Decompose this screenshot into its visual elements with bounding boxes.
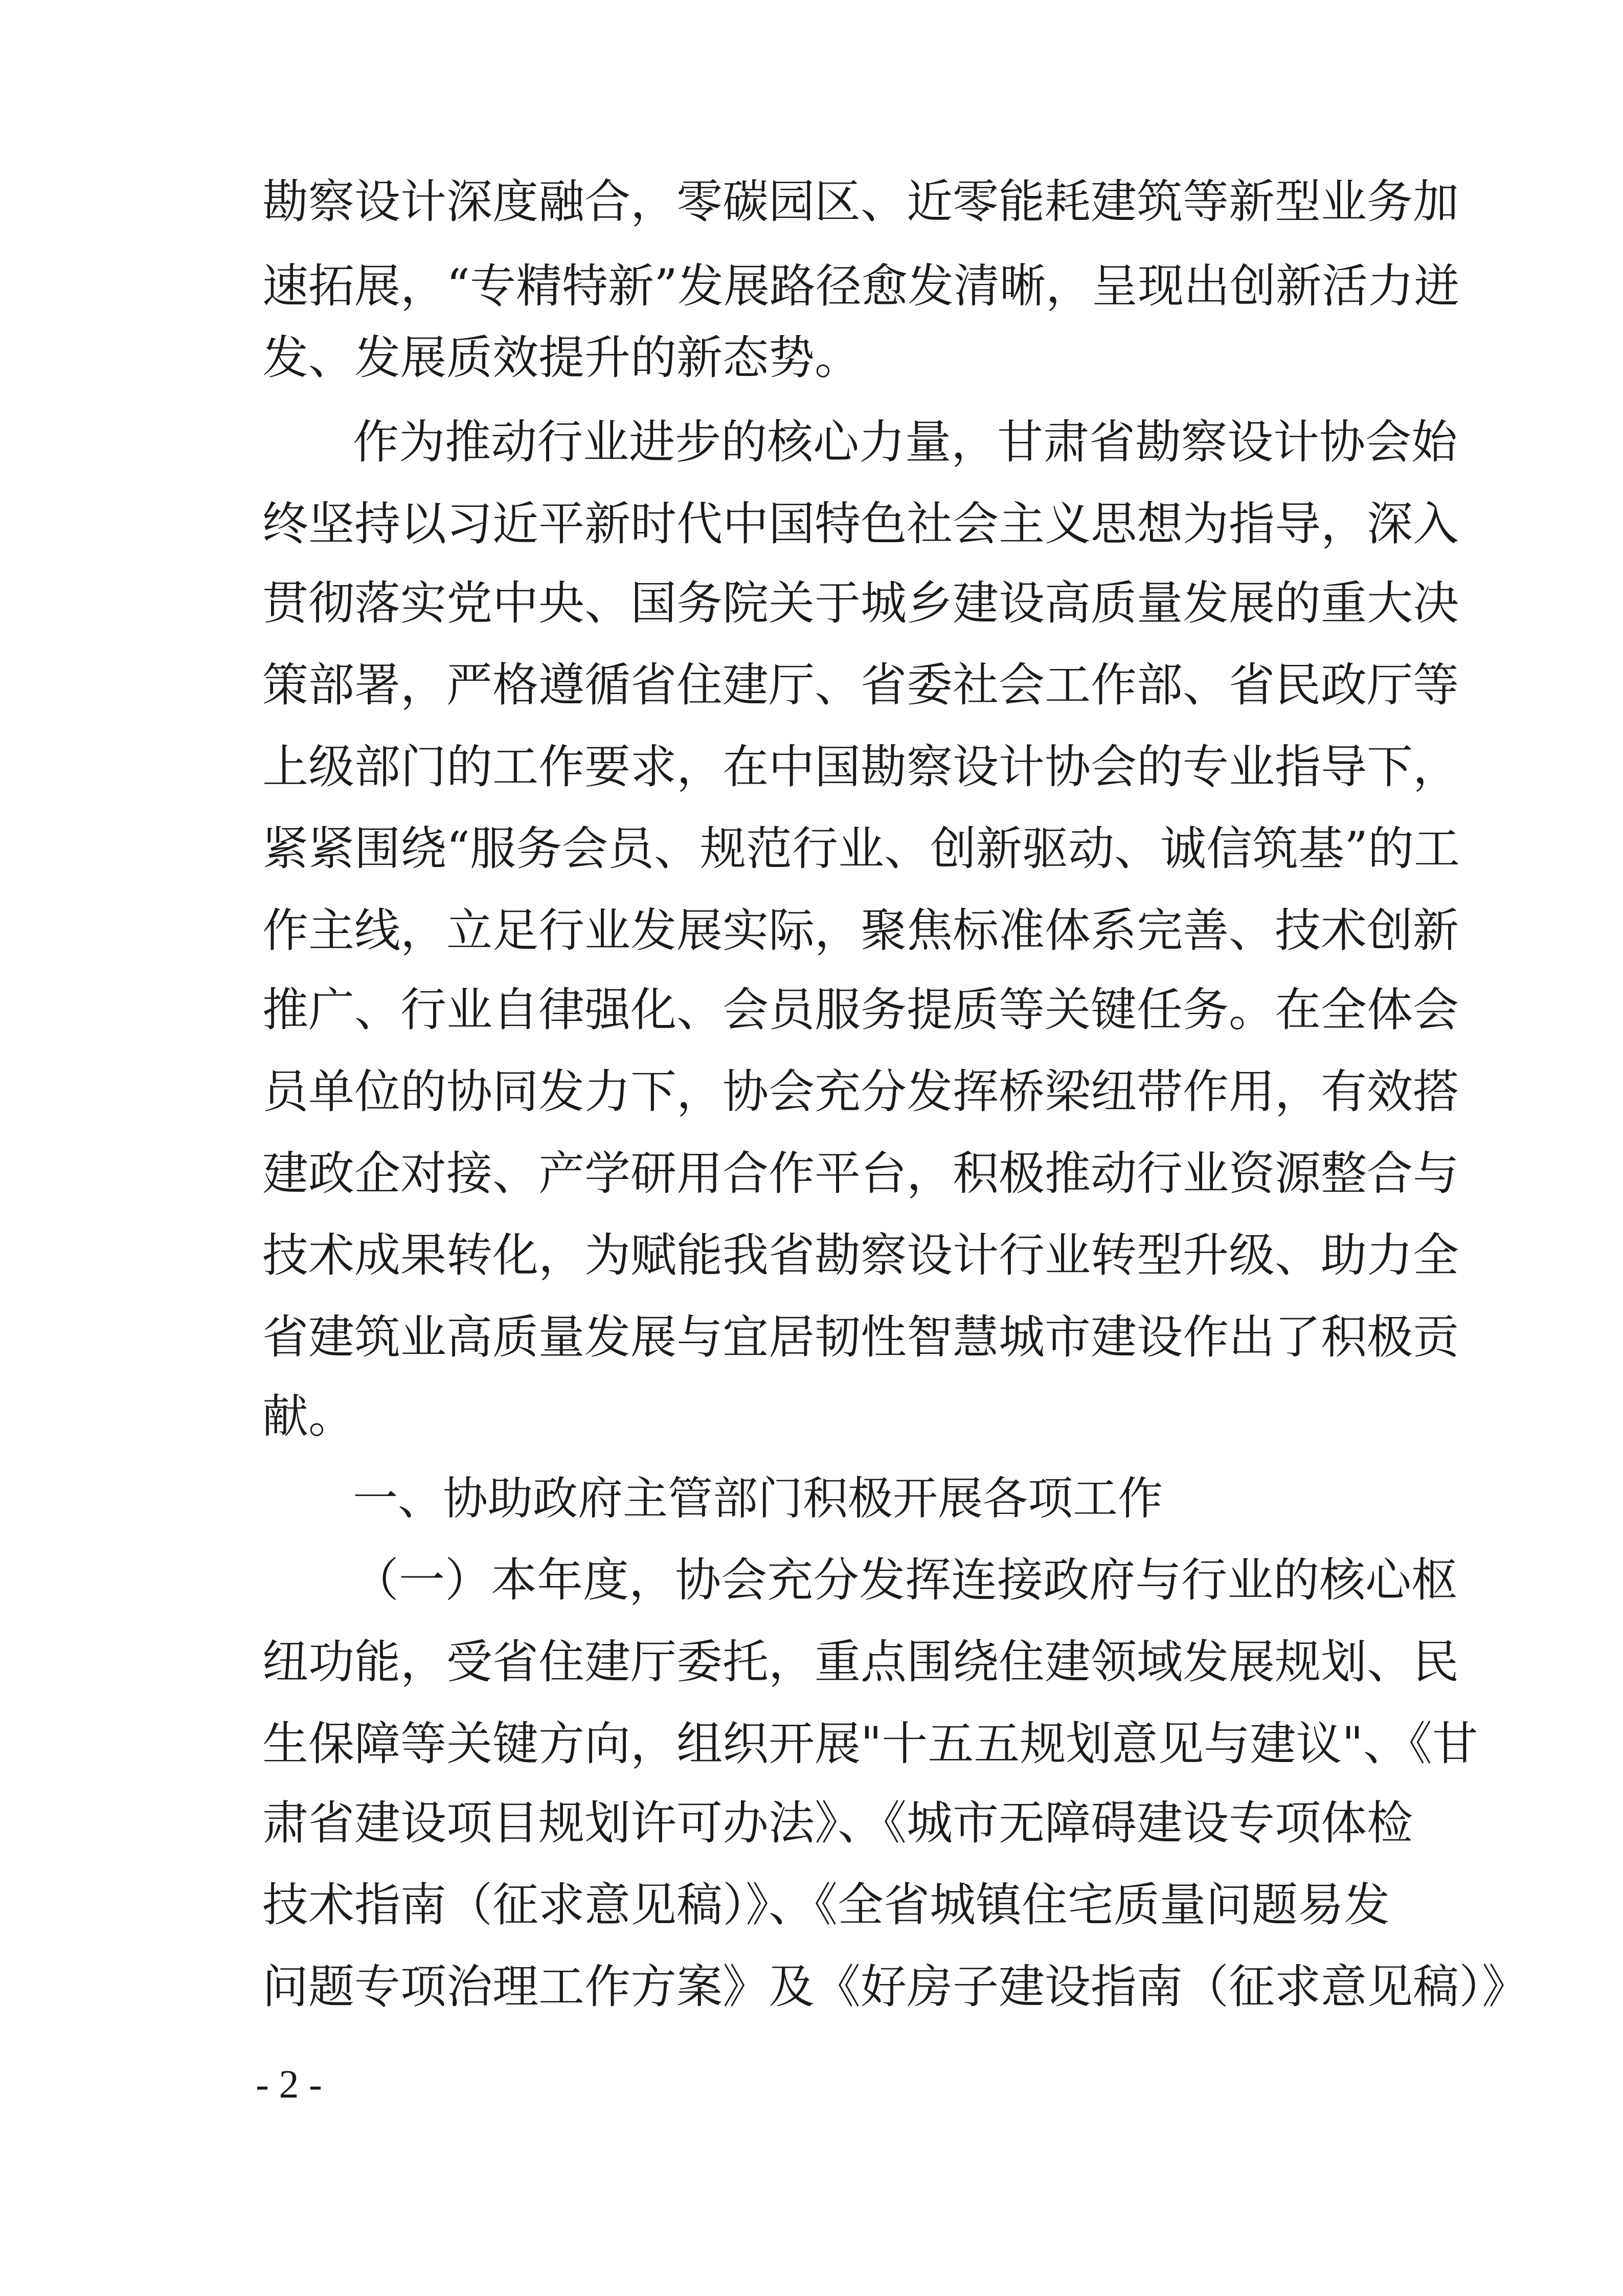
section-heading: 一、协助政府主管部门积极开展各项工作 [353, 1472, 1163, 1525]
body-text-line: 问题专项治理工作方案》及《好房子建设指南（征求意见稿）》 [262, 1960, 1528, 2014]
body-text-line: 省建筑业高质量发展与宜居韧性智慧城市建设作出了积极贡 [262, 1310, 1459, 1364]
body-text-line: 推广、行业自律强化、会员服务提质等关键任务。在全体会 [262, 983, 1459, 1037]
body-text-line: （一）本年度，协会充分发挥连接政府与行业的核心枢 [353, 1553, 1457, 1607]
body-text-line: 终坚持以习近平新时代中国特色社会主义思想为指导，深入 [262, 497, 1459, 551]
body-text-line: 技术成果转化，为赋能我省勘察设计行业转型升级、助力全 [262, 1229, 1459, 1282]
body-text-line: 贯彻落实党中央、国务院关于城乡建设高质量发展的重大决 [262, 576, 1459, 630]
body-text-line: 肃省建设项目规划许可办法》、《城市无障碍建设专项体检 [262, 1796, 1413, 1850]
body-text-line: 作为推动行业进步的核心力量，甘肃省勘察设计协会始 [353, 415, 1457, 469]
body-text-line: 纽功能，受省住建厅委托，重点围绕住建领域发展规划、民 [262, 1635, 1459, 1689]
body-text-line: 策部署，严格遵循省住建厅、省委社会工作部、省民政厅等 [262, 658, 1459, 712]
body-text-line: 紧紧围绕“服务会员、规范行业、创新驱动、诚信筑基”的工 [262, 822, 1460, 876]
body-text-line: 生保障等关键方向，组织开展"十五五规划意见与建议"、《甘 [262, 1717, 1478, 1771]
body-text-line: 献。 [262, 1390, 354, 1443]
body-text-line: 发、发展质效提升的新态势。 [262, 331, 861, 385]
body-text-line: 速拓展，“专精特新”发展路径愈发清晰，呈现出创新活力迸 [262, 259, 1460, 313]
page-number: - 2 - [256, 2062, 322, 2106]
body-text-line: 勘察设计深度融合，零碳园区、近零能耗建筑等新型业务加 [262, 175, 1459, 229]
body-text-line: 员单位的协同发力下，协会充分发挥桥梁纽带作用，有效搭 [262, 1065, 1459, 1119]
body-text-line: 上级部门的工作要求，在中国勘察设计协会的专业指导下， [262, 740, 1459, 794]
body-text-line: 技术指南（征求意见稿）》、《全省城镇住宅质量问题易发 [262, 1878, 1390, 1932]
body-text-line: 作主线，立足行业发展实际，聚焦标准体系完善、技术创新 [262, 904, 1459, 957]
body-text-line: 建政企对接、产学研用合作平台，积极推动行业资源整合与 [262, 1147, 1459, 1200]
